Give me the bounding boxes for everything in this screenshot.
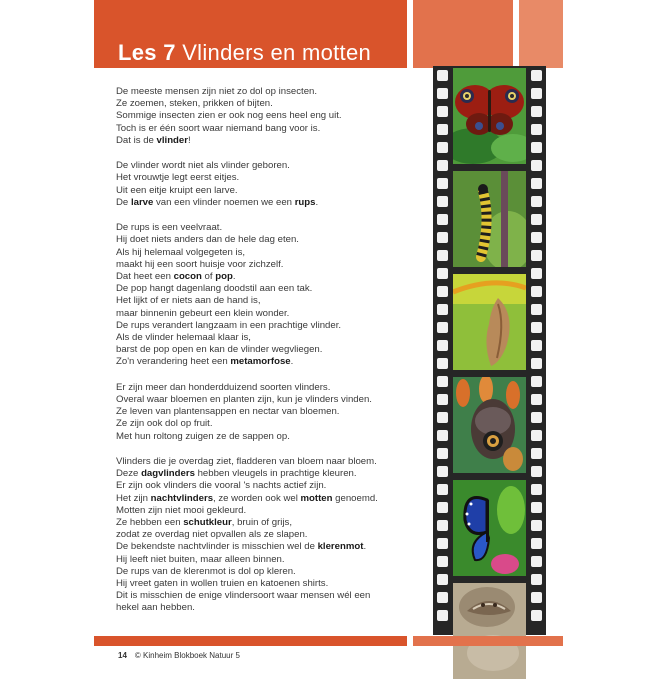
film-hole	[437, 142, 448, 153]
text-run: Er zijn ook vlinders die vooral 's nachts actief zijn.	[116, 480, 327, 492]
text-run: Vlinders die je overdag ziet, fladderen van bloem naar bloem.	[116, 456, 377, 468]
film-hole	[531, 538, 542, 549]
text-line	[116, 554, 416, 566]
text-line	[116, 98, 416, 110]
text-run: Hij leeft niet buiten, maar alleen binnen.	[116, 553, 285, 565]
text-run: Toch is er één soort waar niemand bang voor is.	[116, 122, 321, 134]
text-run: Motten zijn niet mooi gekleurd.	[116, 504, 247, 516]
header-tab	[519, 0, 563, 68]
text-line	[116, 344, 416, 356]
text-run: zodat ze overdag niet opvallen als ze slapen.	[116, 529, 308, 541]
film-hole	[531, 142, 542, 153]
film-hole	[531, 448, 542, 459]
film-hole	[531, 106, 542, 117]
film-hole	[437, 376, 448, 387]
film-hole	[531, 610, 542, 621]
text-run: of	[201, 271, 216, 283]
text-run: Dat is de	[116, 134, 157, 146]
film-hole	[531, 268, 542, 279]
text-run: hekel aan hebben.	[116, 602, 195, 614]
paragraph	[116, 222, 416, 368]
film-hole	[437, 124, 448, 135]
text-line	[116, 590, 416, 602]
text-run: !	[188, 134, 191, 146]
film-hole	[531, 160, 542, 171]
publisher-credit: © Kinheim Blokboek Natuur 5	[134, 651, 240, 660]
chrysalis-photo	[453, 274, 526, 370]
film-hole	[531, 430, 542, 441]
film-hole	[531, 70, 542, 81]
text-line	[116, 456, 416, 468]
film-hole	[531, 574, 542, 585]
text-line	[116, 382, 416, 394]
text-run: De meeste mensen zijn niet zo dol op insecten.	[116, 86, 318, 97]
blue-butterfly-photo	[453, 480, 526, 576]
text-line	[116, 517, 416, 529]
film-hole	[531, 358, 542, 369]
text-line	[116, 259, 416, 271]
text-line	[116, 110, 416, 122]
film-hole	[437, 556, 448, 567]
keyword: pop	[215, 271, 233, 283]
text-run: Het vrouwtje legt eerst eitjes.	[116, 172, 240, 184]
film-hole	[531, 286, 542, 297]
film-hole	[437, 394, 448, 405]
text-line	[116, 394, 416, 406]
film-hole	[437, 286, 448, 297]
film-hole	[437, 412, 448, 423]
text-run: .	[363, 541, 367, 553]
text-run: Hij doet niets anders dan de hele dag eten.	[116, 234, 299, 246]
film-hole	[437, 574, 448, 585]
text-run: , ze worden ook wel	[213, 492, 301, 504]
text-run: .	[232, 271, 236, 283]
text-line	[116, 602, 416, 614]
text-line	[116, 332, 416, 344]
text-line	[116, 406, 416, 418]
film-hole	[531, 466, 542, 477]
film-holes-right	[531, 70, 542, 628]
text-line	[116, 320, 416, 332]
film-hole	[531, 196, 542, 207]
text-run: Er zijn meer dan honderdduizend soorten vlinders.	[116, 381, 331, 393]
paragraph	[116, 456, 416, 615]
text-line	[116, 308, 416, 320]
film-hole	[531, 592, 542, 603]
paragraph	[116, 382, 416, 443]
text-run: Met hun roltong zuigen ze de sappen op.	[116, 430, 290, 442]
header-tab	[413, 0, 513, 68]
film-hole	[531, 322, 542, 333]
text-line	[116, 356, 416, 368]
footer-bar	[94, 636, 407, 646]
film-hole	[531, 556, 542, 567]
film-hole	[531, 250, 542, 261]
film-hole	[437, 448, 448, 459]
film-hole	[531, 340, 542, 351]
caterpillar-photo	[453, 171, 526, 267]
text-line	[116, 234, 416, 246]
film-hole	[531, 376, 542, 387]
keyword: motten	[300, 492, 333, 504]
text-run: Ze zijn ook dol op fruit.	[116, 418, 213, 430]
body-text	[116, 86, 416, 628]
film-hole	[437, 106, 448, 117]
text-line	[116, 172, 416, 184]
film-hole	[437, 178, 448, 189]
keyword: larve	[130, 196, 154, 208]
keyword: vlinder	[156, 134, 188, 146]
text-run: Het zijn	[116, 492, 151, 504]
text-run: Sommige insecten zien er ook nog eens heel eng uit.	[116, 110, 342, 122]
text-run: De rups is een veelvraat.	[116, 222, 223, 234]
film-hole	[531, 520, 542, 531]
lesson-number: Les 7	[118, 40, 176, 65]
text-line	[116, 431, 416, 443]
film-hole	[437, 70, 448, 81]
text-run: Ze hebben een	[116, 517, 184, 529]
text-run: Als de vlinder helemaal klaar is,	[116, 332, 251, 344]
text-run: .	[290, 356, 294, 368]
film-hole	[437, 88, 448, 99]
keyword: cocon	[173, 271, 202, 283]
keyword: dagvlinders	[141, 468, 195, 480]
text-run: van een vlinder noemen we een	[153, 196, 295, 208]
text-run: De rups verandert langzaam in een prachtige vlinder.	[116, 319, 342, 331]
film-hole	[531, 484, 542, 495]
keyword: nachtvlinders	[150, 492, 214, 504]
text-line	[116, 578, 416, 590]
text-run: , bruin of grijs,	[231, 517, 293, 529]
film-hole	[531, 304, 542, 315]
text-run: barst de pop open en kan de vlinder wegvliegen.	[116, 344, 323, 356]
film-hole	[531, 394, 542, 405]
film-hole	[531, 412, 542, 423]
film-hole	[437, 502, 448, 513]
text-run: Zo'n verandering heet een	[116, 356, 231, 368]
text-run: Het lijkt of er niets aan de hand is,	[116, 295, 261, 307]
film-hole	[437, 214, 448, 225]
text-run: Ze leven van plantensappen en nectar van bloemen.	[116, 406, 340, 418]
text-line	[116, 271, 416, 283]
film-hole	[531, 88, 542, 99]
text-line	[116, 247, 416, 259]
film-hole	[437, 484, 448, 495]
text-run: De pop hangt dagenlang doodstil aan een tak.	[116, 283, 313, 295]
film-hole	[437, 340, 448, 351]
text-line	[116, 505, 416, 517]
text-line	[116, 123, 416, 135]
film-hole	[437, 196, 448, 207]
text-line	[116, 529, 416, 541]
film-hole	[437, 358, 448, 369]
text-line	[116, 566, 416, 578]
owl-butterfly-photo	[453, 377, 526, 473]
text-line	[116, 295, 416, 307]
text-run: maakt hij een soort huisje voor zichzelf.	[116, 258, 284, 270]
text-run: Dit is misschien de enige vlindersoort waar mensen wél een	[116, 590, 371, 602]
text-line	[116, 185, 416, 197]
paragraph	[116, 86, 416, 147]
page-footer	[118, 651, 240, 660]
film-hole	[437, 322, 448, 333]
text-run: De rups van de klerenmot is dol op kleren.	[116, 565, 296, 577]
text-run: Ze zoemen, steken, prikken of bijten.	[116, 98, 273, 110]
page-number: 14	[118, 651, 127, 660]
text-run: De bekendste nachtvlinder is misschien wel de	[116, 541, 318, 553]
text-run: hebben vleugels in prachtige kleuren.	[194, 468, 357, 480]
text-run: genoemd.	[332, 492, 378, 504]
film-hole	[437, 250, 448, 261]
film-hole	[437, 304, 448, 315]
footer-bar	[413, 636, 563, 646]
text-line	[116, 197, 416, 209]
peacock-butterfly-photo	[453, 68, 526, 164]
text-line	[116, 480, 416, 492]
film-hole	[437, 232, 448, 243]
text-line	[116, 222, 416, 234]
film-hole	[437, 268, 448, 279]
page-title	[118, 40, 371, 66]
film-hole	[437, 160, 448, 171]
film-strip	[433, 66, 546, 635]
film-hole	[531, 214, 542, 225]
keyword: rups	[294, 196, 316, 208]
film-hole	[437, 466, 448, 477]
film-hole	[437, 592, 448, 603]
text-run: Hij vreet gaten in wollen truien en katoenen shirts.	[116, 578, 329, 590]
text-line	[116, 135, 416, 147]
text-run: Dat heet een	[116, 271, 174, 283]
film-hole	[531, 178, 542, 189]
text-line	[116, 418, 416, 430]
text-line	[116, 468, 416, 480]
text-line	[116, 541, 416, 553]
text-run: De vlinder wordt niet als vlinder geboren.	[116, 160, 290, 172]
film-hole	[437, 538, 448, 549]
lesson-title: Vlinders en motten	[182, 40, 372, 65]
film-hole	[437, 430, 448, 441]
film-hole	[531, 502, 542, 513]
film-holes-left	[437, 70, 448, 628]
text-line	[116, 160, 416, 172]
text-run: maar binnenin gebeurt een klein wonder.	[116, 307, 290, 319]
text-run: Overal waar bloemen en planten zijn, kun je vlinders vinden.	[116, 394, 372, 406]
keyword: metamorfose	[230, 356, 291, 368]
keyword: schutkleur	[183, 517, 232, 529]
moth-photo	[453, 583, 526, 679]
paragraph	[116, 160, 416, 209]
keyword: klerenmot	[317, 541, 364, 553]
text-line	[116, 493, 416, 505]
text-line	[116, 283, 416, 295]
text-run: Als hij helemaal volgegeten is,	[116, 246, 246, 258]
film-hole	[531, 124, 542, 135]
film-hole	[437, 520, 448, 531]
text-run: De	[116, 196, 131, 208]
film-hole	[531, 232, 542, 243]
text-run: .	[315, 196, 319, 208]
text-run: Deze	[116, 468, 142, 480]
film-hole	[437, 610, 448, 621]
text-run: Uit een eitje kruipt een larve.	[116, 184, 238, 196]
text-line	[116, 86, 416, 98]
